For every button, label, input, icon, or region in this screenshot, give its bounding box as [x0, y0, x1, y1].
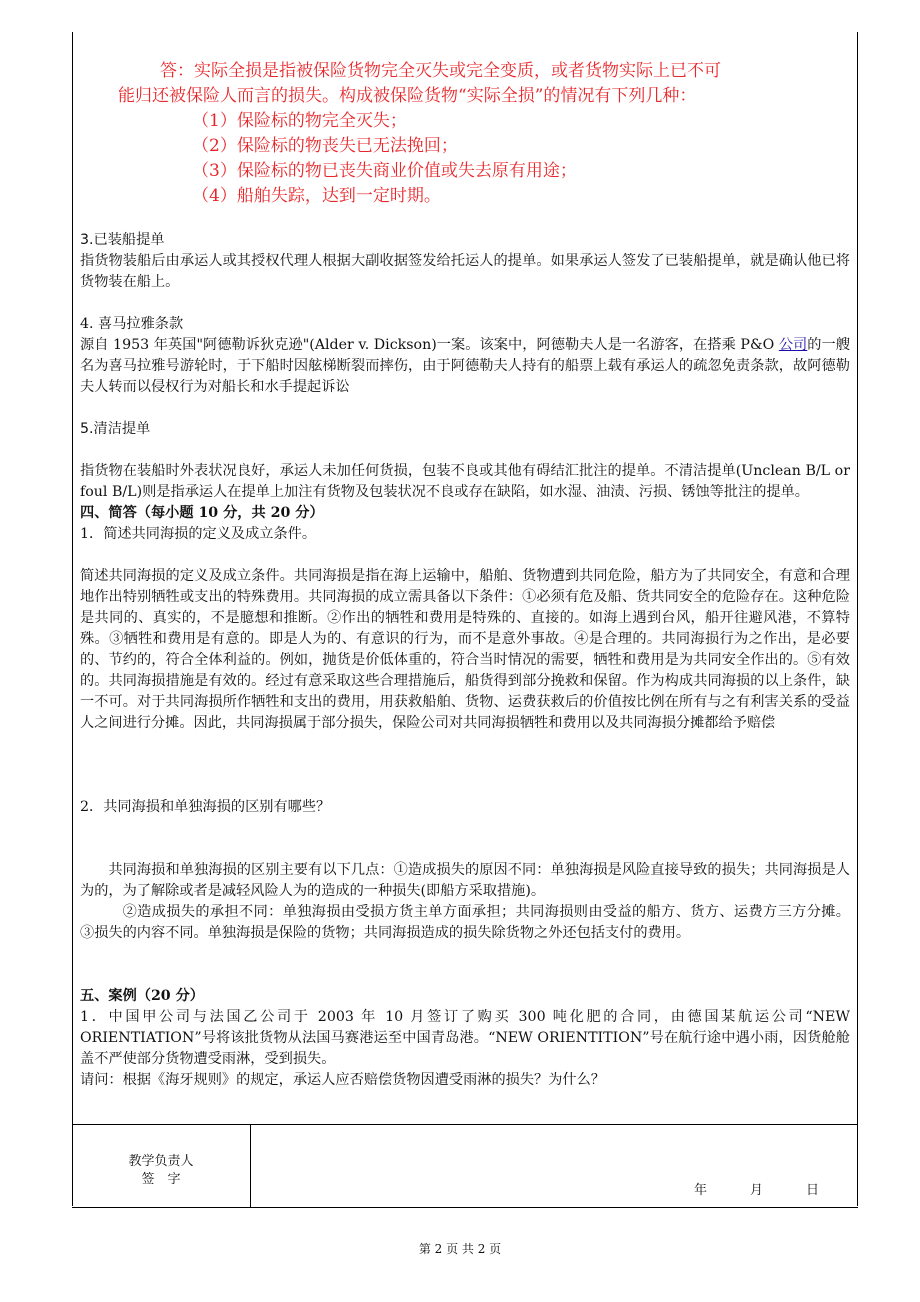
term4-body-b: 的一艘名为喜马拉雅号游轮时，于下船时因舷梯断裂而摔伤，由于阿德勒夫人持有的船票上载有承运人的疏忽免责条款，故阿德勒夫人转而以侵权行为对船长和水手提起诉讼 [80, 337, 850, 395]
term5-body: 指货物在装船时外表状况良好，承运人未加任何货损，包装不良或其他有碍结汇批注的提单。不清洁提单(Unclean B/L or foul B/L)则是指承运人在提单上加注有货物及包装状况不良或存在缺陷，如水湿、油渍、污损、锈蚀等批注的提单。 [80, 463, 850, 500]
case-1: 1．中国甲公司与法国乙公司于 2003 年 10 月签订了购买 300 吨化肥的合同，由德国某航运公司“NEW ORIENTIATION”号将该批货物从法国马赛港运至中国青岛港。“NEW ORIENTITION”号在航行途中遇小雨，因货舱舱盖不严使部分货物遭受雨淋，受到损失。 [80, 1009, 850, 1067]
right-border [857, 32, 858, 1206]
term3-body: 指货物装船后由承运人或其授权代理人根据大副收据签发给托运人的提单。如果承运人签发了已装船提单，就是确认他已将货物装在船上。 [80, 253, 850, 290]
section5-heading: 五、案例（20 分） [80, 988, 204, 1004]
company-link[interactable]: 公司 [778, 337, 808, 353]
answer-line-2: 能归还被保险人而言的损失。构成被保险货物“实际全损”的情况有下列几种： [118, 86, 697, 106]
signature-label [72, 1153, 250, 1189]
signature-label-line-1: 教学负责人 [128, 1154, 194, 1169]
answer-item: （1）保险标的物完全灭失； [192, 111, 407, 131]
date-day: 日 [806, 1183, 820, 1198]
answer-box [80, 59, 850, 209]
signature-label-line-2: 签 字 [141, 1172, 181, 1187]
section4-heading: 四、简答（每小题 10 分，共 20 分） [80, 505, 324, 521]
left-border [72, 32, 73, 1206]
question-2: 2．共同海损和单独海损的区别有哪些？ [80, 799, 331, 815]
term5-title: 5.清洁提单 [80, 421, 151, 437]
term3-title: 3.已装船提单 [80, 232, 165, 248]
page-content [80, 59, 850, 1091]
answer-line-1: 答：实际全损是指被保险货物完全灭失或完全变质，或者货物实际上已不可 [160, 61, 721, 81]
answer-item: （4）船舶失踪，达到一定时期。 [192, 186, 441, 206]
answer-2-para-1: 共同海损和单独海损的区别主要有以下几点：①造成损失的原因不同：单独海损是风险直接导致的损失；共同海损是人为的，为了解除或者是减轻风险人为的造成的一种损失(即船方采取措施)。 [80, 862, 850, 899]
question-1: 1．简述共同海损的定义及成立条件。 [80, 526, 317, 542]
answer-item: （3）保险标的物已丧失商业价值或失去原有用途； [192, 161, 577, 181]
date-month: 月 [750, 1183, 764, 1198]
exam-page [72, 32, 858, 1207]
signature-divider [250, 1125, 251, 1207]
answer-item: （2）保险标的物丧失已无法挽回； [192, 136, 458, 156]
term4-body [80, 335, 850, 398]
answer-1: 简述共同海损的定义及成立条件。共同海损是指在海上运输中，船舶、货物遭到共同危险，船方为了共同安全，有意和合理地作出特别牺牲或支出的特殊费用。共同海损的成立需具备以下条件：①必须有危及船、货共同安全的危险存在。这种危险是共同的、真实的，不是臆想和推断。②作出的牺牲和费用是特殊的、直接的。如海上遇到台风，船开往避风港，不算特殊。③牺牲和费用是有意的。即是人为的、有意识的行为，而不是意外事故。④是合理的。共同海损行为之作出，是必要的、节约的，符合全体利益的。例如，抛货是价低体重的，符合当时情况的需要，牺牲和费用是为共同安全作出的。⑤有效的。共同海损措施是有效的。经过有意采取这些合理措施后，船货得到部分挽救和保留。作为构成共同海损的以上条件，缺一不可。对于共同海损所作牺牲和支出的费用，用获救船舶、货物、运费获救后的价值按比例在所有与之有利害关系的受益人之间进行分摊。因此，共同海损属于部分损失，保险公司对共同海损牺牲和费用以及共同海损分摊都给予赔偿 [80, 568, 850, 731]
signature-row [72, 1124, 858, 1208]
case-question: 请问：根据《海牙规则》的规定，承运人应否赔偿货物因遭受雨淋的损失？为什么？ [80, 1072, 605, 1088]
date-year: 年 [694, 1183, 708, 1198]
page-footer: 第 2 页 共 2 页 [418, 1242, 502, 1256]
term4-title: 4. 喜马拉雅条款 [80, 316, 184, 332]
term4-body-a: 源自 1953 年英国"阿德勒诉狄克逊"(Alder v. Dickson)一案。该案中，阿德勒夫人是一名游客，在搭乘 P&O [80, 337, 779, 353]
answer-2-para-2: ②造成损失的承担不同：单独海损由受损方货主单方面承担；共同海损则由受益的船方、货方、运费方三方分摊。 ③损失的内容不同。单独海损是保险的货物；共同海损造成的损失除货物之外还包括支付的费用。 [80, 904, 850, 941]
